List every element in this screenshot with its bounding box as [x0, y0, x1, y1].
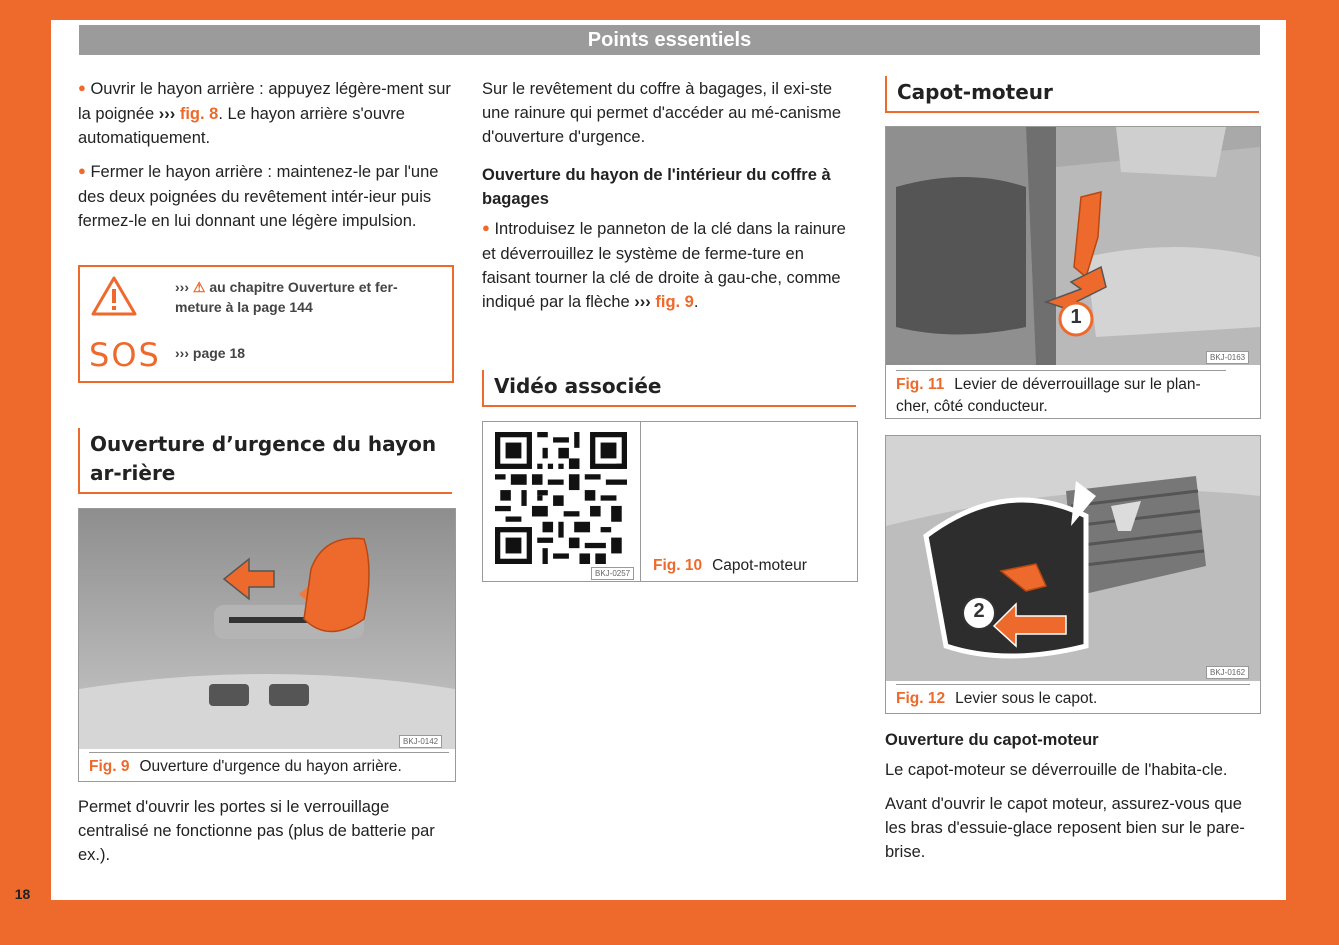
small-warning-icon: ⚠	[192, 279, 206, 295]
page-header-bar	[79, 25, 1260, 55]
fig11-code: BKJ-0163	[1206, 351, 1249, 364]
qr-code-panel[interactable]	[483, 422, 641, 581]
qr-code-icon	[495, 432, 627, 564]
section-title-video: Vidéo associée	[482, 370, 856, 407]
fig11-marker: 1	[1070, 306, 1082, 328]
right-column-text: Ouverture du capot-moteur Le capot-moteur se déverrouille de l'habita-cle. Avant d'ouvrir le capot moteur, assurez-vous que les bras d'essuie-glace reposent bien sur le pare-brise.	[885, 728, 1261, 874]
fig10-caption: Fig. 10 Capot-moteur	[653, 557, 807, 574]
fig12-code: BKJ-0162	[1206, 666, 1249, 679]
emergency-section	[78, 428, 452, 494]
page-number: 18	[14, 886, 31, 902]
middle-column: Sur le revêtement du coffre à bagages, il exi-ste une rainure qui permet d'accéder au mé-canisme d'ouverture d'urgence. Ouverture du hayon de l'intérieur du coffre à bagages ● Introduisez le panneton de la clé dans la rainure et déverrouillez le système de ferme-ture en faisant tourner la clé de droite à gau-che, comme indiqué par la flèche ››› fig. 9.	[482, 77, 856, 324]
video-section	[482, 370, 856, 407]
figure-11	[885, 126, 1261, 419]
warning-triangle-icon	[90, 275, 138, 317]
bullet-dot-icon: ●	[482, 220, 490, 235]
figure-12	[885, 435, 1261, 714]
subhead-bonnet-opening: Ouverture du capot-moteur	[885, 731, 1099, 749]
section-title-emergency-tailgate: Ouverture d’urgence du hayon ar-rière	[78, 428, 452, 494]
page	[51, 20, 1286, 900]
section-title-bonnet: Capot-moteur	[885, 76, 1259, 113]
bonnet-section	[885, 76, 1259, 113]
bonnet-lever-illustration	[886, 436, 1260, 681]
subhead-inside-boot: Ouverture du hayon de l'intérieur du coffre à bagages	[482, 166, 831, 208]
warning-box	[78, 265, 454, 383]
tailgate-key-illustration	[79, 509, 455, 749]
fig9-code: BKJ-0142	[399, 735, 442, 748]
figure-10	[482, 421, 858, 582]
warning-reference[interactable]: ››› ⚠ au chapitre Ouverture et fer-meture à la page 144	[175, 279, 398, 315]
bullet-dot-icon: ●	[78, 80, 86, 95]
sos-label: SOS	[89, 336, 161, 374]
left-column	[78, 77, 458, 243]
figure-9	[78, 508, 456, 782]
fig8-link[interactable]: fig. 8	[179, 105, 219, 123]
left-bullet-2: ● Fermer le hayon arrière : maintenez-le par l'une des deux poignées du revêtement intér-ieur puis fermez-le en lui donnant une légère impulsion.	[78, 163, 439, 230]
bullet-dot-icon: ●	[78, 163, 86, 178]
fig12-marker: 2	[973, 600, 985, 622]
fig9-link[interactable]: fig. 9	[655, 293, 694, 311]
left-paragraph: Permet d'ouvrir les portes si le verrouillage centralisé ne fonctionne pas (plus de batterie par ex.).	[78, 798, 435, 864]
middle-bullet: ● Introduisez le panneton de la clé dans la rainure et déverrouillez le système de ferme-ture en faisant tourner la clé de droite à gau-che, comme indiqué par la flèche ››› fig. 9.	[482, 220, 846, 311]
fig11-caption: Fig. 11 Levier de déverrouillage sur le plan-cher, côté conducteur.	[896, 370, 1226, 418]
header-title: Points essentiels	[587, 29, 752, 51]
sos-reference[interactable]: ››› page 18	[175, 345, 246, 361]
fig10-code: BKJ-0257	[591, 567, 634, 580]
floor-lever-illustration	[886, 127, 1260, 365]
fig12-caption: Fig. 12 Levier sous le capot.	[896, 684, 1250, 710]
left-bullet-1: ● Ouvrir le hayon arrière : appuyez légère-ment sur la poignée ››› fig. 8. Le hayon arrière s'ouvre automatiquement.	[78, 80, 451, 147]
fig9-caption: Fig. 9 Ouverture d'urgence du hayon arrière.	[89, 752, 449, 778]
